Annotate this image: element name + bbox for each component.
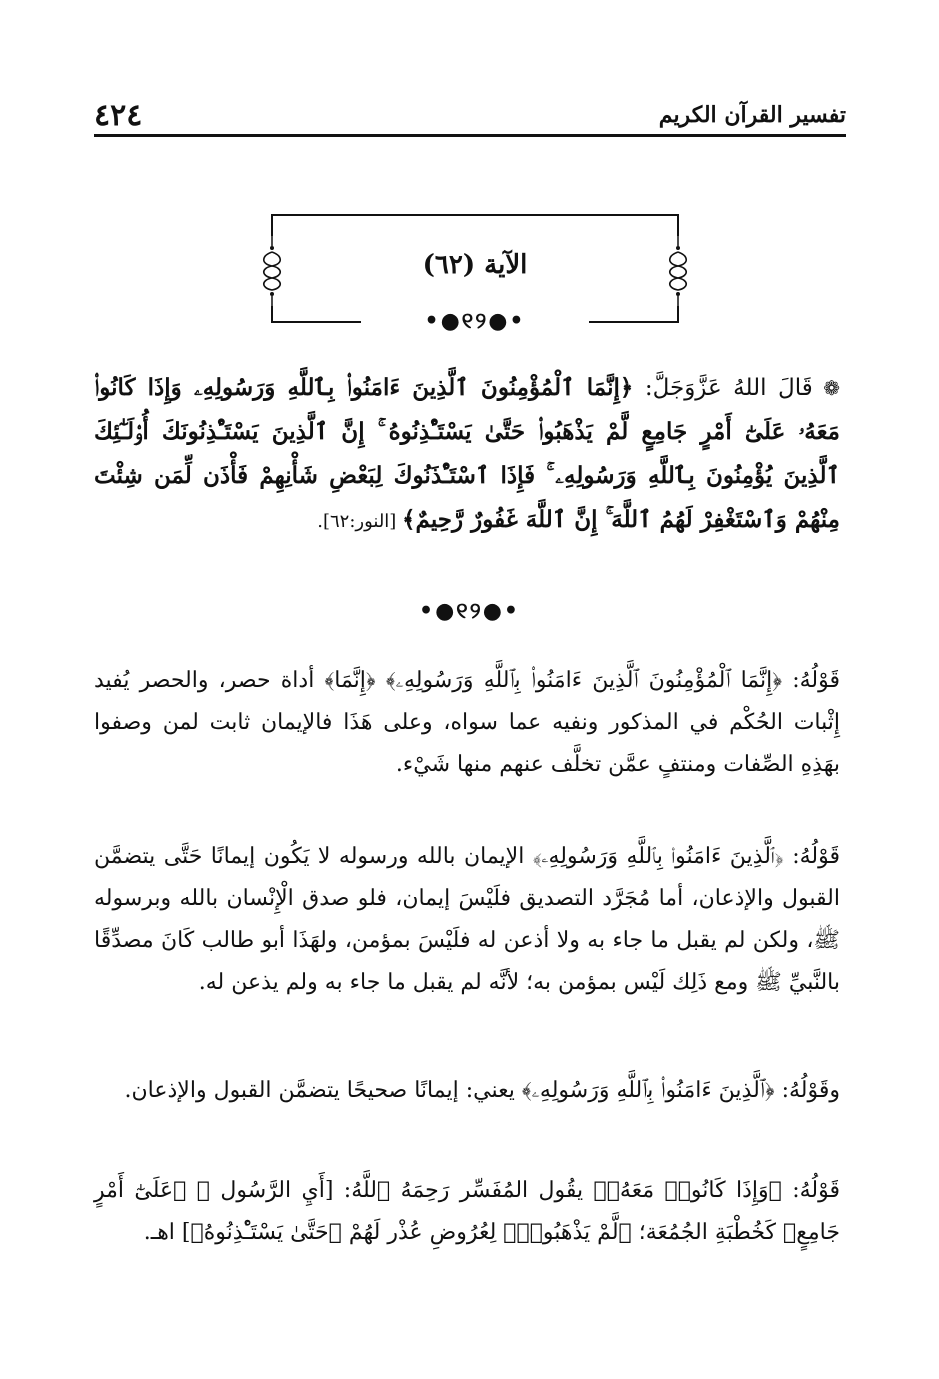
verse-intro: قَالَ اللهُ عَزَّوَجَلَّ: <box>633 375 813 401</box>
verse-heading-frame <box>255 214 695 334</box>
running-title: تفسير القرآن الكريم <box>658 102 846 128</box>
verse-block <box>94 366 840 544</box>
heading-divider-ornament: •●୧୨●• <box>424 308 526 334</box>
paragraph-4: قَوْلُهُ: ﴿وَإِذَا كَانُوا۟ مَعَهُۥ﴾ يقُول المُفَسِّر رَحِمَهُ ٱللَّهُ: [أَيِ الرَّسُول ﷺ ﴿عَلَىٰٓ أَمْرٍ جَامِعٍ﴾ كَخُطْبَةِ الجُمُعَة؛ ﴿لَّمْ يَذْهَبُوا۟﴾ لِعُرُوضِ عُذْر لَهُمْ ﴿حَتَّىٰ يَسْتَـْٔذِنُوهُ﴾] اهـ. <box>94 1178 840 1245</box>
verse-quran-text: ﴿إِنَّمَا ٱلْمُؤْمِنُونَ ٱلَّذِينَ ءَامَنُوا۟ بِٱللَّهِ وَرَسُولِهِۦ وَإِذَا كَانُوا۟ مَعَهُۥ عَلَىٰٓ أَمْرٍ جَامِعٍ لَّمْ يَذْهَبُوا۟ حَتَّىٰ يَسْتَـْٔذِنُوهُ ۚ إِنَّ ٱلَّذِينَ يَسْتَـْٔذِنُونَكَ أُو۟لَـٰٓئِكَ ٱلَّذِينَ يُؤْمِنُونَ بِٱللَّهِ وَرَسُولِهِۦ ۚ فَإِذَا ٱسْتَـْٔذَنُوكَ لِبَعْضِ شَأْنِهِمْ فَأْذَن لِّمَن شِئْتَ مِنْهُمْ وَٱسْتَغْفِرْ لَهُمُ ٱللَّهَ ۚ إِنَّ ٱللَّهَ غَفُورٌ رَّحِيمٌ﴾ <box>94 374 840 533</box>
star-ornament-icon: ❁ <box>812 376 840 400</box>
paragraph-3: وقَوْلُهُ: ﴿ٱلَّذِينَ ءَامَنُوا۟ بِٱللَّهِ وَرَسُولِهِۦ﴾ يعني: إيمانًا صحيحًا يتضمَّن القبول والإذعان. <box>124 1078 840 1103</box>
verse-heading-title: الآية (٦٢) <box>422 250 528 280</box>
paragraph-2: قَوْلُهُ: ﴿ٱلَّذِينَ ءَامَنُوا۟ بِٱللَّهِ وَرَسُولِهِۦ﴾ الإيمان بالله ورسوله لا يَكُون إيمانًا حَتَّى يتضمَّن القبول والإذعان، أما مُجَرَّد التصديق فلَيْسَ إيمان، فلو صدق الْإِنْسان بالله وبرسوله ﷺ، ولكن لم يقبل ما جاء به ولا أذعن له فلَيْسَ بمؤمن، ولهَذَا أبو طالب كَانَ مصدِّقًا بالنَّبيِّ ﷺ ومع ذَلِك لَيْس بمؤمن به؛ لأنَّه لم يقبل ما جاء به ولم يذعن له. <box>94 844 840 995</box>
verse-reference: [النور:٦٢]. <box>317 511 403 532</box>
page-header <box>94 96 846 137</box>
paragraph-1: قَوْلُهُ: ﴿إِنَّمَا ٱلْمُؤْمِنُونَ ٱلَّذِينَ ءَامَنُوا۟ بِٱللَّهِ وَرَسُولِهِۦ﴾ ﴿إِنَّمَا﴾ أداة حصر، والحصر يُفيد إِثْبات الحُكْم في المذكور ونفيه عما سواه، وعلى هَذَا فالإيمان ثابت لمن وصفوا بهَذِهِ الصِّفات ومنتفٍ عمَّن تخلَّف عنهم منها شَيْء. <box>94 668 840 777</box>
section-divider-ornament: •●୧୨●• <box>419 598 520 624</box>
page-number: ٤٢٤ <box>94 97 143 133</box>
